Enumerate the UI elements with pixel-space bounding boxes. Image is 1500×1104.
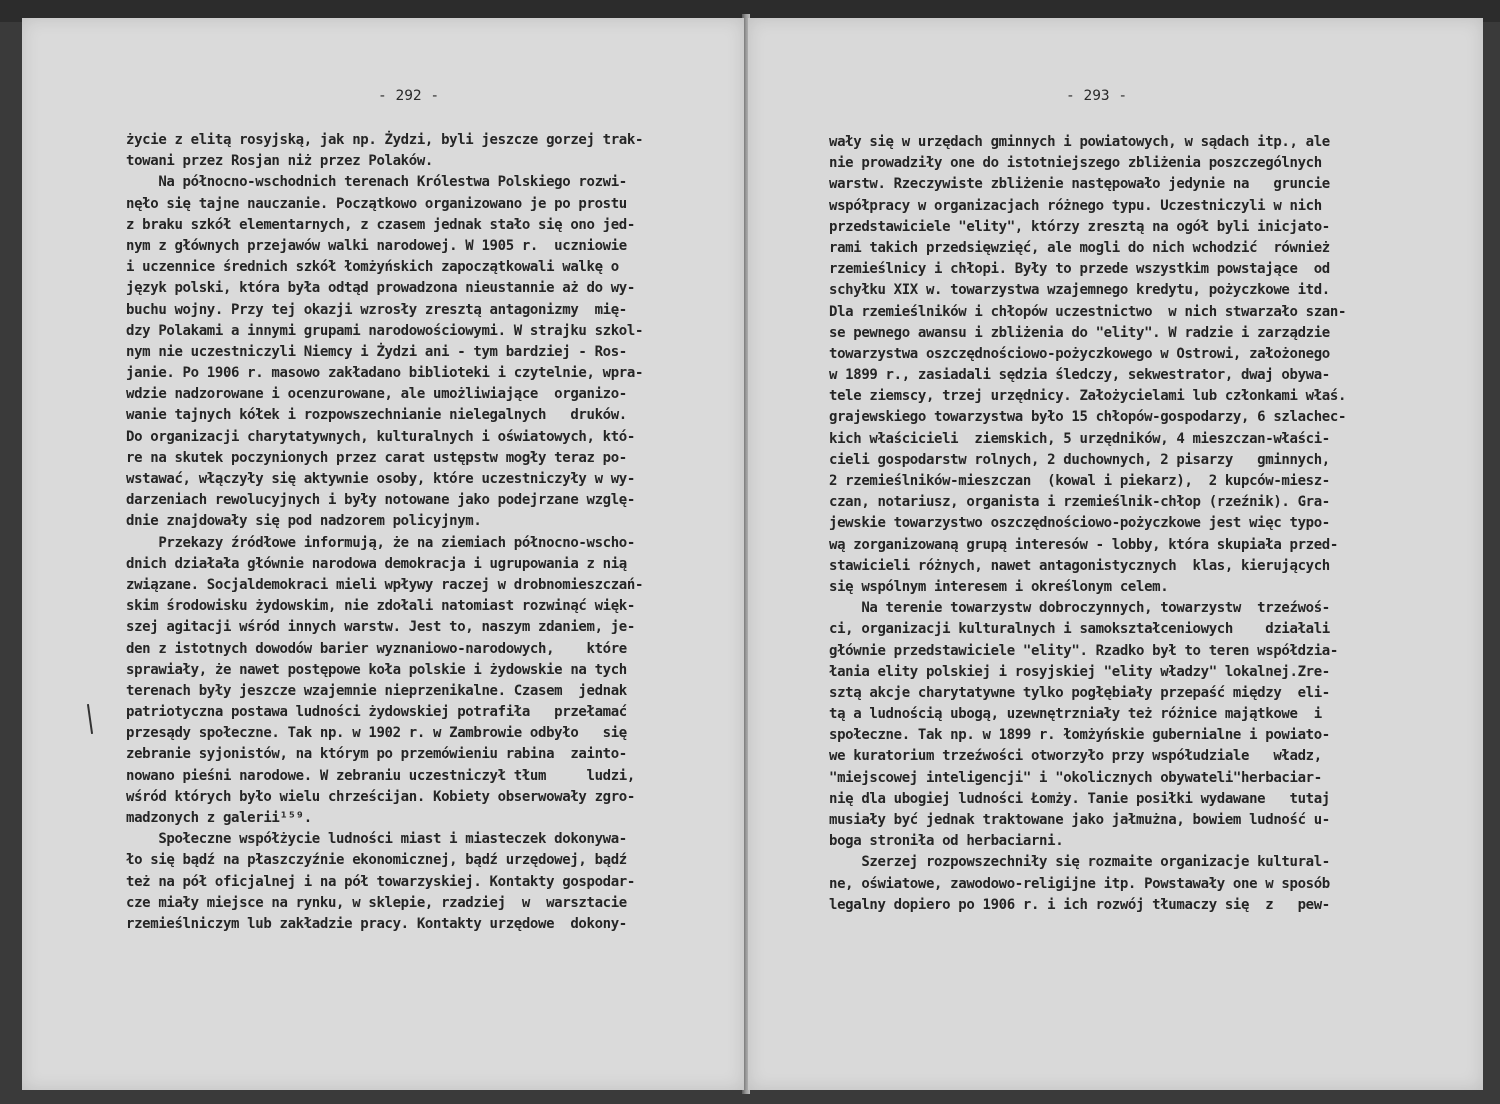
text-line: kich właścicieli ziemskich, 5 urzędników, 4 mieszczan-właści- [829, 430, 1330, 447]
text-line: Społeczne współżycie ludności miast i miasteczek dokonywa- [126, 831, 627, 848]
text-line: 2 rzemieślników-mieszczan (kowal i piekarz), 2 kupców-miesz- [829, 473, 1330, 489]
text-line: łania elity polskiej i rosyjskiej "elity władzy" lokalnej.Zre- [829, 663, 1330, 680]
text-line: życie z elitą rosyjską, jak np. Żydzi, byli jeszcze gorzej trak- [126, 132, 644, 148]
text-line: sztą akcje charytatywne tylko pogłębiały przepaść między eli- [829, 684, 1330, 701]
text-line: schyłku XIX w. towarzystwa wzajemnego kredytu, pożyczkowe itd. [829, 282, 1330, 299]
text-line: patriotyczna postawa ludności żydowskiej potrafiła przełamać [126, 704, 627, 721]
text-line: przesądy społeczne. Tak np. w 1902 r. w Zambrowie odbyło się [126, 725, 627, 742]
text-line: nię dla ubogiej ludności Łomży. Tanie posiłki wydawane tutaj [829, 790, 1330, 807]
text-line: we kuratorium trzeźwości otworzyło przy współudziale władz, [829, 748, 1322, 765]
right-page-text [829, 132, 1429, 916]
text-line: buchu wojny. Przy tej okazji wzrosły zresztą antagonizmy mię- [126, 301, 627, 318]
text-line: janie. Po 1906 r. masowo zakładano biblioteki i czytelnie, wpra- [126, 365, 644, 382]
text-line: grajewskiego towarzystwa było 15 chłopów-gospodarzy, 6 szlachec- [829, 409, 1347, 426]
text-line: tą a ludnością ubogą, uzewnętrzniały też różnice majątkowe i [829, 706, 1322, 723]
text-line: "miejscowej inteligencji" i "okolicznych obywateli"herbaciar- [829, 769, 1322, 786]
text-line: czan, notariusz, organista i rzemieślnik-chłop (rzeźnik). Gra- [829, 494, 1330, 511]
text-line: w 1899 r., zasiadali sędzia śledczy, sekwestrator, dwaj obywa- [829, 367, 1330, 384]
text-line: den z istotnych dowodów barier wyznaniowo-narodowych, które [126, 640, 627, 657]
text-line: też na pół oficjalnej i na pół towarzyskiej. Kontakty gospodar- [126, 873, 635, 890]
text-line: towarzystwa oszczędnościowo-pożyczkowego w Ostrowi, założonego [829, 345, 1330, 362]
text-line: ci, organizacji kulturalnych i samokształceniowych działali [829, 621, 1330, 638]
text-line: towani przez Rosjan niż przez Polaków. [126, 153, 433, 170]
text-line: rzemieślniczym lub zakładzie pracy. Kontakty urzędowe dokony- [126, 915, 627, 932]
text-line: legalny dopiero po 1906 r. i ich rozwój tłumaczy się z pew- [829, 896, 1330, 913]
text-line: dzy Polakami a innymi grupami narodowościowymi. W strajku szkol- [126, 322, 644, 339]
text-line: Dla rzemieślników i chłopów uczestnictwo w nich stwarzało szan- [829, 303, 1347, 320]
right-page [748, 18, 1483, 1090]
text-line: nie prowadziły one do istotniejszego zbliżenia poszczególnych [829, 155, 1322, 172]
text-line: tele ziemscy, trzej urzędnicy. Założycielami lub członkami właś. [829, 388, 1347, 405]
text-line: cze miały miejsce na rynku, w sklepie, rzadziej w warsztacie [126, 894, 627, 911]
text-line: Do organizacji charytatywnych, kulturalnych i oświatowych, któ- [126, 428, 635, 445]
text-line: się wspólnym interesem i określonym celem. [829, 578, 1169, 595]
text-line: przedstawiciele "elity", którzy zresztą na ogół byli inicjato- [829, 218, 1330, 235]
text-line: wały się w urzędach gminnych i powiatowych, w sądach itp., ale [829, 134, 1330, 150]
text-line: Na północno-wschodnich terenach Królestwa Polskiego rozwi- [126, 174, 627, 191]
text-line: musiały być jednak traktowane jako jałmużna, bowiem ludność u- [829, 812, 1330, 828]
left-page [22, 18, 744, 1090]
text-line: szej agitacji wśród innych warstw. Jest to, naszym zdaniem, je- [126, 619, 635, 636]
text-line: wanie tajnych kółek i rozpowszechnianie nielegalnych druków. [126, 407, 627, 424]
text-line: darzeniach rewolucyjnych i były notowane jako podejrzane wzglę- [126, 492, 635, 509]
text-line: związane. Socjaldemokraci mieli wpływy raczej w drobnomieszczań- [126, 576, 644, 593]
text-line: rzemieślnicy i chłopi. Były to przede wszystkim powstające od [829, 261, 1330, 278]
text-line: Na terenie towarzystw dobroczynnych, towarzystw trzeźwoś- [829, 600, 1330, 617]
text-line: wstawać, włączyły się aktywnie osoby, które uczestniczyły w wy- [126, 471, 635, 487]
text-line: rami takich przedsięwzięć, ale mogli do nich wchodzić również [829, 239, 1330, 256]
text-line: jewskie towarzystwo oszczędnościowo-pożyczkowe jest więc typo- [829, 515, 1330, 532]
text-line: re na skutek poczynionych przez carat ustępstw mogły teraz po- [126, 449, 627, 466]
margin-pencil-mark [87, 704, 93, 734]
text-line: boga stroniła od herbaciarni. [829, 833, 1064, 850]
text-line: dnich działała głównie narodowa demokracja i ugrupowania z nią [126, 555, 627, 572]
text-line: Szerzej rozpowszechniły się rozmaite organizacje kultural- [829, 854, 1330, 871]
text-line: nowano pieśni narodowe. W zebraniu uczestniczył tłum ludzi, [126, 767, 635, 784]
text-line: se pewnego awansu i zbliżenia do "elity". W radzie i zarządzie [829, 324, 1330, 341]
text-line: Przekazy źródłowe informują, że na ziemiach północno-wscho- [126, 534, 635, 551]
page-number-right: - 293 - [1066, 88, 1128, 104]
text-line: zebranie syjonistów, na którym po przemówieniu rabina zainto- [126, 746, 627, 763]
text-line: warstw. Rzeczywiste zbliżenie następowało jedynie na gruncie [829, 176, 1330, 193]
text-line: wśród których było wielu chrześcijan. Kobiety obserwowały zgro- [126, 788, 635, 805]
text-line: głównie przedstawiciele "elity". Rzadko był to teren współdzia- [829, 642, 1338, 659]
text-line: współpracy w organizacjach różnego typu. Uczestniczyli w nich [829, 197, 1322, 214]
text-line: madzonych z galerii¹⁵⁹. [126, 810, 312, 826]
text-line: z braku szkół elementarnych, z czasem jednak stało się ono jed- [126, 216, 635, 233]
text-line: ło się bądź na płaszczyźnie ekonomicznej, bądź urzędowej, bądź [126, 852, 627, 869]
text-line: nęło się tajne nauczanie. Początkowo organizowano je po prostu [126, 195, 627, 212]
text-line: skim środowisku żydowskim, nie zdołali natomiast rozwinąć więk- [126, 598, 635, 615]
text-line: dnie znajdowały się pod nadzorem policyjnym. [126, 513, 482, 530]
text-line: cieli gospodarstw rolnych, 2 duchownych, 2 pisarzy gminnych, [829, 451, 1330, 468]
text-line: nym z głównych przejawów walki narodowej. W 1905 r. uczniowie [126, 237, 627, 254]
text-line: wą zorganizowaną grupą interesów - lobby, która skupiała przed- [829, 536, 1338, 553]
left-page-text [126, 130, 726, 935]
text-line: społeczne. Tak np. w 1899 r. łomżyńskie gubernialne i powiato- [829, 727, 1330, 744]
text-line: stawicieli różnych, nawet antagonistycznych klas, kierujących [829, 557, 1330, 574]
text-line: terenach były jeszcze wzajemnie nieprzenikalne. Czasem jednak [126, 682, 627, 699]
text-line: ne, oświatowe, zawodowo-religijne itp. Powstawały one w sposób [829, 875, 1330, 892]
text-line: i uczennice średnich szkół łomżyńskich zapoczątkowali walkę o [126, 259, 619, 276]
text-line: sprawiały, że nawet postępowe koła polskie i żydowskie na tych [126, 661, 627, 678]
text-line: nym nie uczestniczyli Niemcy i Żydzi ani - tym bardziej - Ros- [126, 343, 627, 360]
text-line: język polski, która była odtąd prowadzona nieustannie aż do wy- [126, 280, 635, 297]
text-line: wdzie nadzorowane i ocenzurowane, ale umożliwiające organizo- [126, 386, 627, 403]
page-number-left: - 292 - [378, 88, 440, 104]
